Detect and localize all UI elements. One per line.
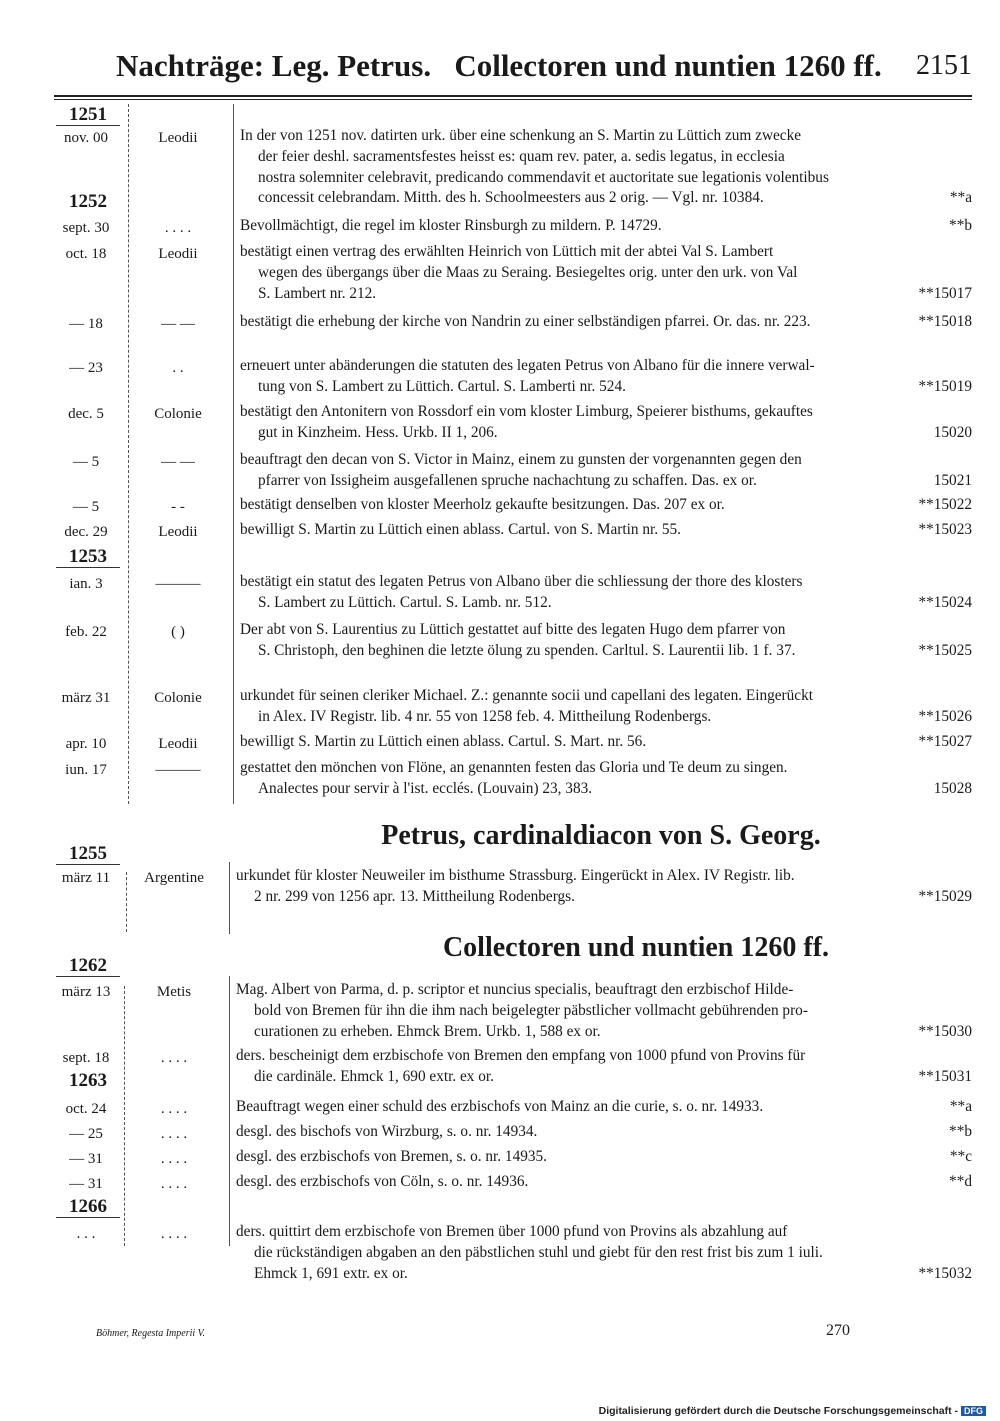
entry-place: . . . . [160, 1226, 188, 1242]
dfg-credit [599, 1405, 986, 1417]
regest-number: **a [949, 1098, 972, 1115]
entry-line: bestätigt einen vertrag des erwählten Heinrich von Lüttich mit der abtei Val S. Lambert [240, 243, 774, 260]
entry-line: S. Lambert zu Lüttich. Cartul. S. Lamb. nr. 512. [258, 593, 552, 611]
page-header [40, 48, 972, 88]
entry-line: urkundet für seinen cleriker Michael. Z.: genannte socii und capellani des legaten. Eingerückt [240, 687, 813, 704]
entry-line: bewilligt S. Martin zu Lüttich einen ablass. Cartul. von S. Martin nr. 55. [240, 521, 682, 538]
entry-text [236, 1122, 972, 1143]
entry-place: Metis [156, 984, 192, 1000]
entry-place: . . . . [160, 1101, 188, 1117]
entry-date: — 23 [69, 360, 103, 376]
entry-text [240, 402, 972, 444]
entry-text [236, 1147, 972, 1168]
entry-text [240, 126, 972, 209]
entry-line: Mag. Albert von Parma, d. p. scriptor et nuncius specialis, beauftragt den erzbischof Hilde- [236, 981, 794, 998]
entry-place: Argentine [144, 870, 204, 886]
section-heading: Collectoren und nuntien 1260 ff. [442, 932, 830, 963]
entry-line: In der von 1251 nov. datirten urk. über eine schenkung an S. Martin zu Lüttich zum zwecke [240, 127, 802, 144]
regest-number: **b [949, 1123, 972, 1140]
dfg-credit-text: Digitalisierung gefördert durch die Deutsche Forschungsgemeinschaft - [598, 1405, 958, 1417]
entry-text [240, 686, 972, 728]
year-heading: 1255 [56, 843, 120, 865]
entry-line: nostra solemniter celebravit, predicando commendavit et auctoritate sue legationis volentibus [258, 168, 829, 186]
entry-line: bewilligt S. Martin zu Lüttich einen ablass. Cartul. S. Mart. nr. 56. [240, 733, 647, 750]
entry-line: Der abt von S. Laurentius zu Lüttich gestattet auf bitte des legaten Hugo dem pfarrer von [240, 621, 786, 638]
entry-date: dec. 29 [64, 524, 108, 540]
regest-number: **d [949, 1173, 972, 1190]
entry-text [236, 980, 972, 1042]
column-divider [233, 104, 234, 804]
page-number: 2151 [916, 50, 972, 81]
entry-line: die rückständigen abgaben an den päbstlichen stuhl und giebt für den rest frist bis zum 1 iuli. [254, 1243, 823, 1261]
entry-line: S. Lambert nr. 212. [258, 284, 377, 302]
entry-date: märz 11 [61, 870, 111, 886]
regest-number: **15019 [918, 377, 972, 395]
year-heading: 1252 [69, 191, 107, 212]
column-divider [229, 862, 230, 934]
regest-number: **c [949, 1148, 972, 1165]
regest-number: **15018 [918, 313, 972, 330]
entry-line: Analectes pour servir à l'ist. ecclés. (Louvain) 23, 383. [258, 779, 593, 797]
entry-line: die cardinäle. Ehmck 1, 690 extr. ex or. [254, 1067, 494, 1085]
entry-text [236, 1222, 972, 1284]
running-title: Nachträge: Leg. Petrus. Collectoren und nuntien 1260 ff. [116, 48, 882, 83]
entry-line: gut in Kinzheim. Hess. Urkb. II 1, 206. [258, 423, 498, 441]
entry-line: in Alex. IV Registr. lib. 4 nr. 55 von 1258 feb. 4. Mittheilung Rodenbergs. [258, 707, 712, 725]
entry-text [240, 620, 972, 662]
entry-line: desgl. des bischofs von Wirzburg, s. o. nr. 14934. [236, 1123, 538, 1140]
entry-line: erneuert unter abänderungen die statuten des legaten Petrus von Albano für die innere verwal- [240, 357, 815, 374]
regest-number: **a [949, 189, 972, 207]
entry-place: — — [161, 454, 195, 470]
footer-page-number: 270 [826, 1322, 850, 1339]
year-heading: 1253 [56, 546, 120, 568]
entry-line: beauftragt den decan von S. Victor in Mainz, einem zu gunsten der vorgenannten gegen den [240, 451, 802, 468]
entry-text [240, 242, 972, 304]
section-heading: Petrus, cardinaldiacon von S. Georg. [381, 820, 821, 851]
entry-text [236, 866, 972, 908]
entry-date: nov. 00 [63, 130, 109, 146]
entry-line: tung von S. Lambert zu Lüttich. Cartul. S. Lamberti nr. 524. [258, 377, 626, 395]
regest-number: **15024 [918, 593, 972, 611]
entry-line: Bevollmächtigt, die regel im kloster Rinsburgh zu mildern. P. 14729. [240, 217, 662, 234]
entry-place: Colonie [154, 690, 202, 706]
entry-text [240, 520, 972, 541]
entry-line: 2 nr. 299 von 1256 apr. 13. Mittheilung Rodenbergs. [254, 887, 575, 905]
regest-number: **15025 [918, 641, 972, 659]
entry-place: . . . . [164, 220, 192, 236]
entry-line: bestätigt ein statut des legaten Petrus von Albano über die schliessung der thore des klosters [240, 573, 803, 590]
entry-date: dec. 5 [68, 406, 104, 422]
entry-line: pfarrer von Issigheim ausgefallenen spruche nachachtung zu schaffen. Das. ex or. [258, 471, 757, 489]
entry-line: Beauftragt wegen einer schuld des erzbischofs von Mainz an die curie, s. o. nr. 14933. [236, 1098, 764, 1115]
regest-number: **15029 [918, 887, 972, 905]
footer-source: Böhmer, Regesta Imperii V. [96, 1328, 205, 1339]
entry-line: bestätigt den Antonitern von Rossdorf ein vom kloster Limburg, Speierer bisthums, gekauftes [240, 403, 813, 420]
entry-place: Colonie [154, 406, 202, 422]
entry-date: apr. 10 [65, 736, 107, 752]
entry-place: . . [172, 360, 184, 376]
entry-date: — 18 [69, 316, 103, 332]
year-heading: 1251 [56, 104, 120, 126]
entry-line: gestattet den mönchen von Flöne, an genannten festen das Gloria und Te deum zu singen. [240, 759, 788, 776]
entry-line: der feier deshl. sacramentsfestes heisst es: quam rev. pater, a. sedis legatus, in ecclesia [258, 147, 785, 165]
column-divider [229, 976, 230, 1246]
entry-text [236, 1097, 972, 1118]
entry-line: ders. quittirt dem erzbischofe von Bremen über 1000 pfund von Provins als abzahlung auf [236, 1223, 788, 1240]
regest-number: **b [949, 217, 972, 234]
entry-line: bestätigt denselben von kloster Meerholz gekaufte besitzungen. Das. 207 ex or. [240, 496, 725, 513]
entry-date: sept. 30 [62, 220, 110, 236]
entry-line: ders. bescheinigt dem erzbischofe von Bremen den empfang von 1000 pfund von Provins für [236, 1047, 806, 1064]
regest-number: **15031 [918, 1067, 972, 1085]
regest-number: **15026 [918, 707, 972, 725]
entry-text [240, 572, 972, 614]
regest-number: **15030 [918, 1022, 972, 1040]
entry-place: - - [171, 499, 185, 515]
entry-place: ( ) [171, 624, 185, 640]
entry-place: Leodii [158, 130, 198, 146]
entry-date: oct. 24 [65, 1101, 107, 1117]
entry-text [236, 1046, 972, 1088]
entry-place: Leodii [158, 246, 198, 262]
entry-date: ian. 3 [69, 576, 103, 592]
regest-number: 15020 [933, 423, 972, 441]
year-heading: 1262 [56, 955, 120, 977]
entry-place: ——— [155, 576, 201, 592]
entry-text [240, 450, 972, 492]
entry-date: märz 13 [61, 984, 111, 1000]
entry-place: . . . . [160, 1176, 188, 1192]
year-heading: 1263 [69, 1070, 107, 1091]
entry-line: S. Christoph, den beghinen die letzte ölung zu spenden. Carltul. S. Laurentii lib. 1 f. 37. [258, 641, 796, 659]
entry-line: wegen des übergangs über die Maas zu Seraing. Besiegeltes orig. unter den urk. von Val [258, 263, 798, 281]
entry-text [240, 495, 972, 516]
entry-date: — 31 [69, 1151, 103, 1167]
entry-date: feb. 22 [65, 624, 107, 640]
regest-number: **15022 [918, 496, 972, 513]
entry-text [236, 1172, 972, 1193]
entry-text [240, 216, 972, 237]
entry-place: . . . . [160, 1126, 188, 1142]
entry-date: — 25 [69, 1126, 103, 1142]
regest-number: **15023 [918, 521, 972, 538]
entry-date: — 31 [69, 1176, 103, 1192]
entry-line: desgl. des erzbischofs von Cöln, s. o. nr. 14936. [236, 1173, 529, 1190]
entry-date: . . . [76, 1226, 96, 1242]
entry-date: oct. 18 [65, 246, 107, 262]
entry-text [240, 312, 972, 333]
entry-line: bold von Bremen für ihn die ihm nach beigelegter päbstlicher vollmacht gebührenden pro- [254, 1001, 808, 1019]
regest-number: **15017 [918, 284, 972, 302]
header-rule [54, 95, 972, 97]
entry-place: . . . . [160, 1050, 188, 1066]
entry-line: desgl. des erzbischofs von Bremen, s. o. nr. 14935. [236, 1148, 547, 1165]
entry-line: Ehmck 1, 691 extr. ex or. [254, 1264, 408, 1282]
entry-line: bestätigt die erhebung der kirche von Nandrin zu einer selbständigen pfarrei. Or. das. nr. 223. [240, 313, 811, 330]
regest-number: 15028 [933, 779, 972, 797]
entry-place: . . . . [160, 1151, 188, 1167]
regest-number: 15021 [933, 471, 972, 489]
regest-number: **15032 [918, 1264, 972, 1282]
entry-line: curationen zu erheben. Ehmck Brem. Urkb. 1, 588 ex or. [254, 1022, 601, 1040]
entry-place: Leodii [158, 524, 198, 540]
entry-date: sept. 18 [62, 1050, 110, 1066]
entry-line: urkundet für kloster Neuweiler im bisthume Strassburg. Eingerückt in Alex. IV Registr. lib. [236, 867, 795, 884]
entry-date: iun. 17 [65, 762, 107, 778]
entry-place: — — [161, 316, 195, 332]
entry-line: concessit celebrandam. Mitth. des h. Schoolmeesters aus 2 orig. — Vgl. nr. 10384. [258, 189, 764, 207]
entry-date: — 5 [72, 454, 100, 470]
dfg-logo: DFG [961, 1406, 986, 1416]
year-heading: 1266 [56, 1196, 120, 1218]
entry-place: Leodii [158, 736, 198, 752]
entry-text [240, 732, 972, 753]
entry-date: — 5 [72, 499, 100, 515]
entry-place: ——— [155, 762, 201, 778]
entry-text [240, 356, 972, 398]
regest-number: **15027 [918, 733, 972, 750]
entry-text [240, 758, 972, 800]
header-rule-thin [54, 99, 972, 100]
entry-date: märz 31 [61, 690, 111, 706]
